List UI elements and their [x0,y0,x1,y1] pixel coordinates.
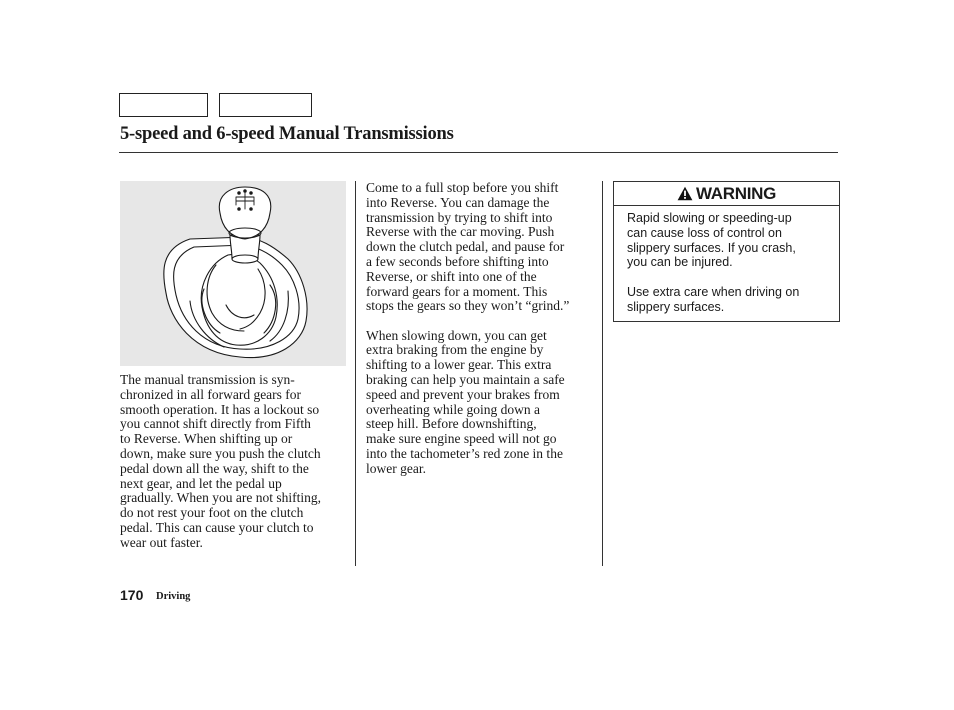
gear-shift-figure [120,181,346,366]
column-1-text [120,373,348,551]
warning-header [614,182,839,206]
warning-triangle-icon [677,186,693,201]
body-paragraph: Come to a full stop before you shift into Reverse. You can damage the transmission by trying to shift into Reverse with the car moving. Push down the clutch pedal, and pause for a few seconds before shifting into Reverse, or shift into one of the forward gears for a moment. This stops the gears so they won’t “grind.” [366,180,570,314]
warning-paragraph: Rapid slowing or speeding-up can cause loss of control on slippery surfaces. If you crash, you can be injured. [627,211,796,270]
gear-shift-knob-illustration [120,181,346,366]
body-paragraph: When slowing down, you can get extra braking from the engine by shifting to a lower gear. This extra braking can help you maintain a safe speed and prevent your brakes from overheating while going down a steep hill. Before downshifting, make sure engine speed will not go into the tachometer’s red zone in the lower gear. [366,327,565,476]
warning-paragraph: Use extra care when driving on slippery surfaces. [627,284,800,314]
column-2-text [366,181,598,477]
header-tab-box-left [119,93,208,117]
column-divider-right [602,181,603,566]
body-paragraph: The manual transmission is syn- chronized in all forward gears for smooth operation. It has a lockout so you cannot shift directly from Fifth to Reverse. When shifting up or down, make sure you push the clutch pedal down all the way, shift to the next gear, and let the pedal up gradually. When you are not shifting, do not rest your foot on the clutch pedal. This can cause your clutch to wear out faster. [120,372,321,550]
column-divider-left [355,181,356,566]
warning-label: WARNING [695,184,777,203]
footer-section-name: Driving [156,591,191,602]
header-tab-box-right [219,93,312,117]
page-title: 5-speed and 6-speed Manual Transmissions [120,124,454,144]
title-divider [119,152,838,153]
warning-box [613,181,840,322]
warning-body [614,206,839,315]
page-number: 170 [120,587,144,603]
